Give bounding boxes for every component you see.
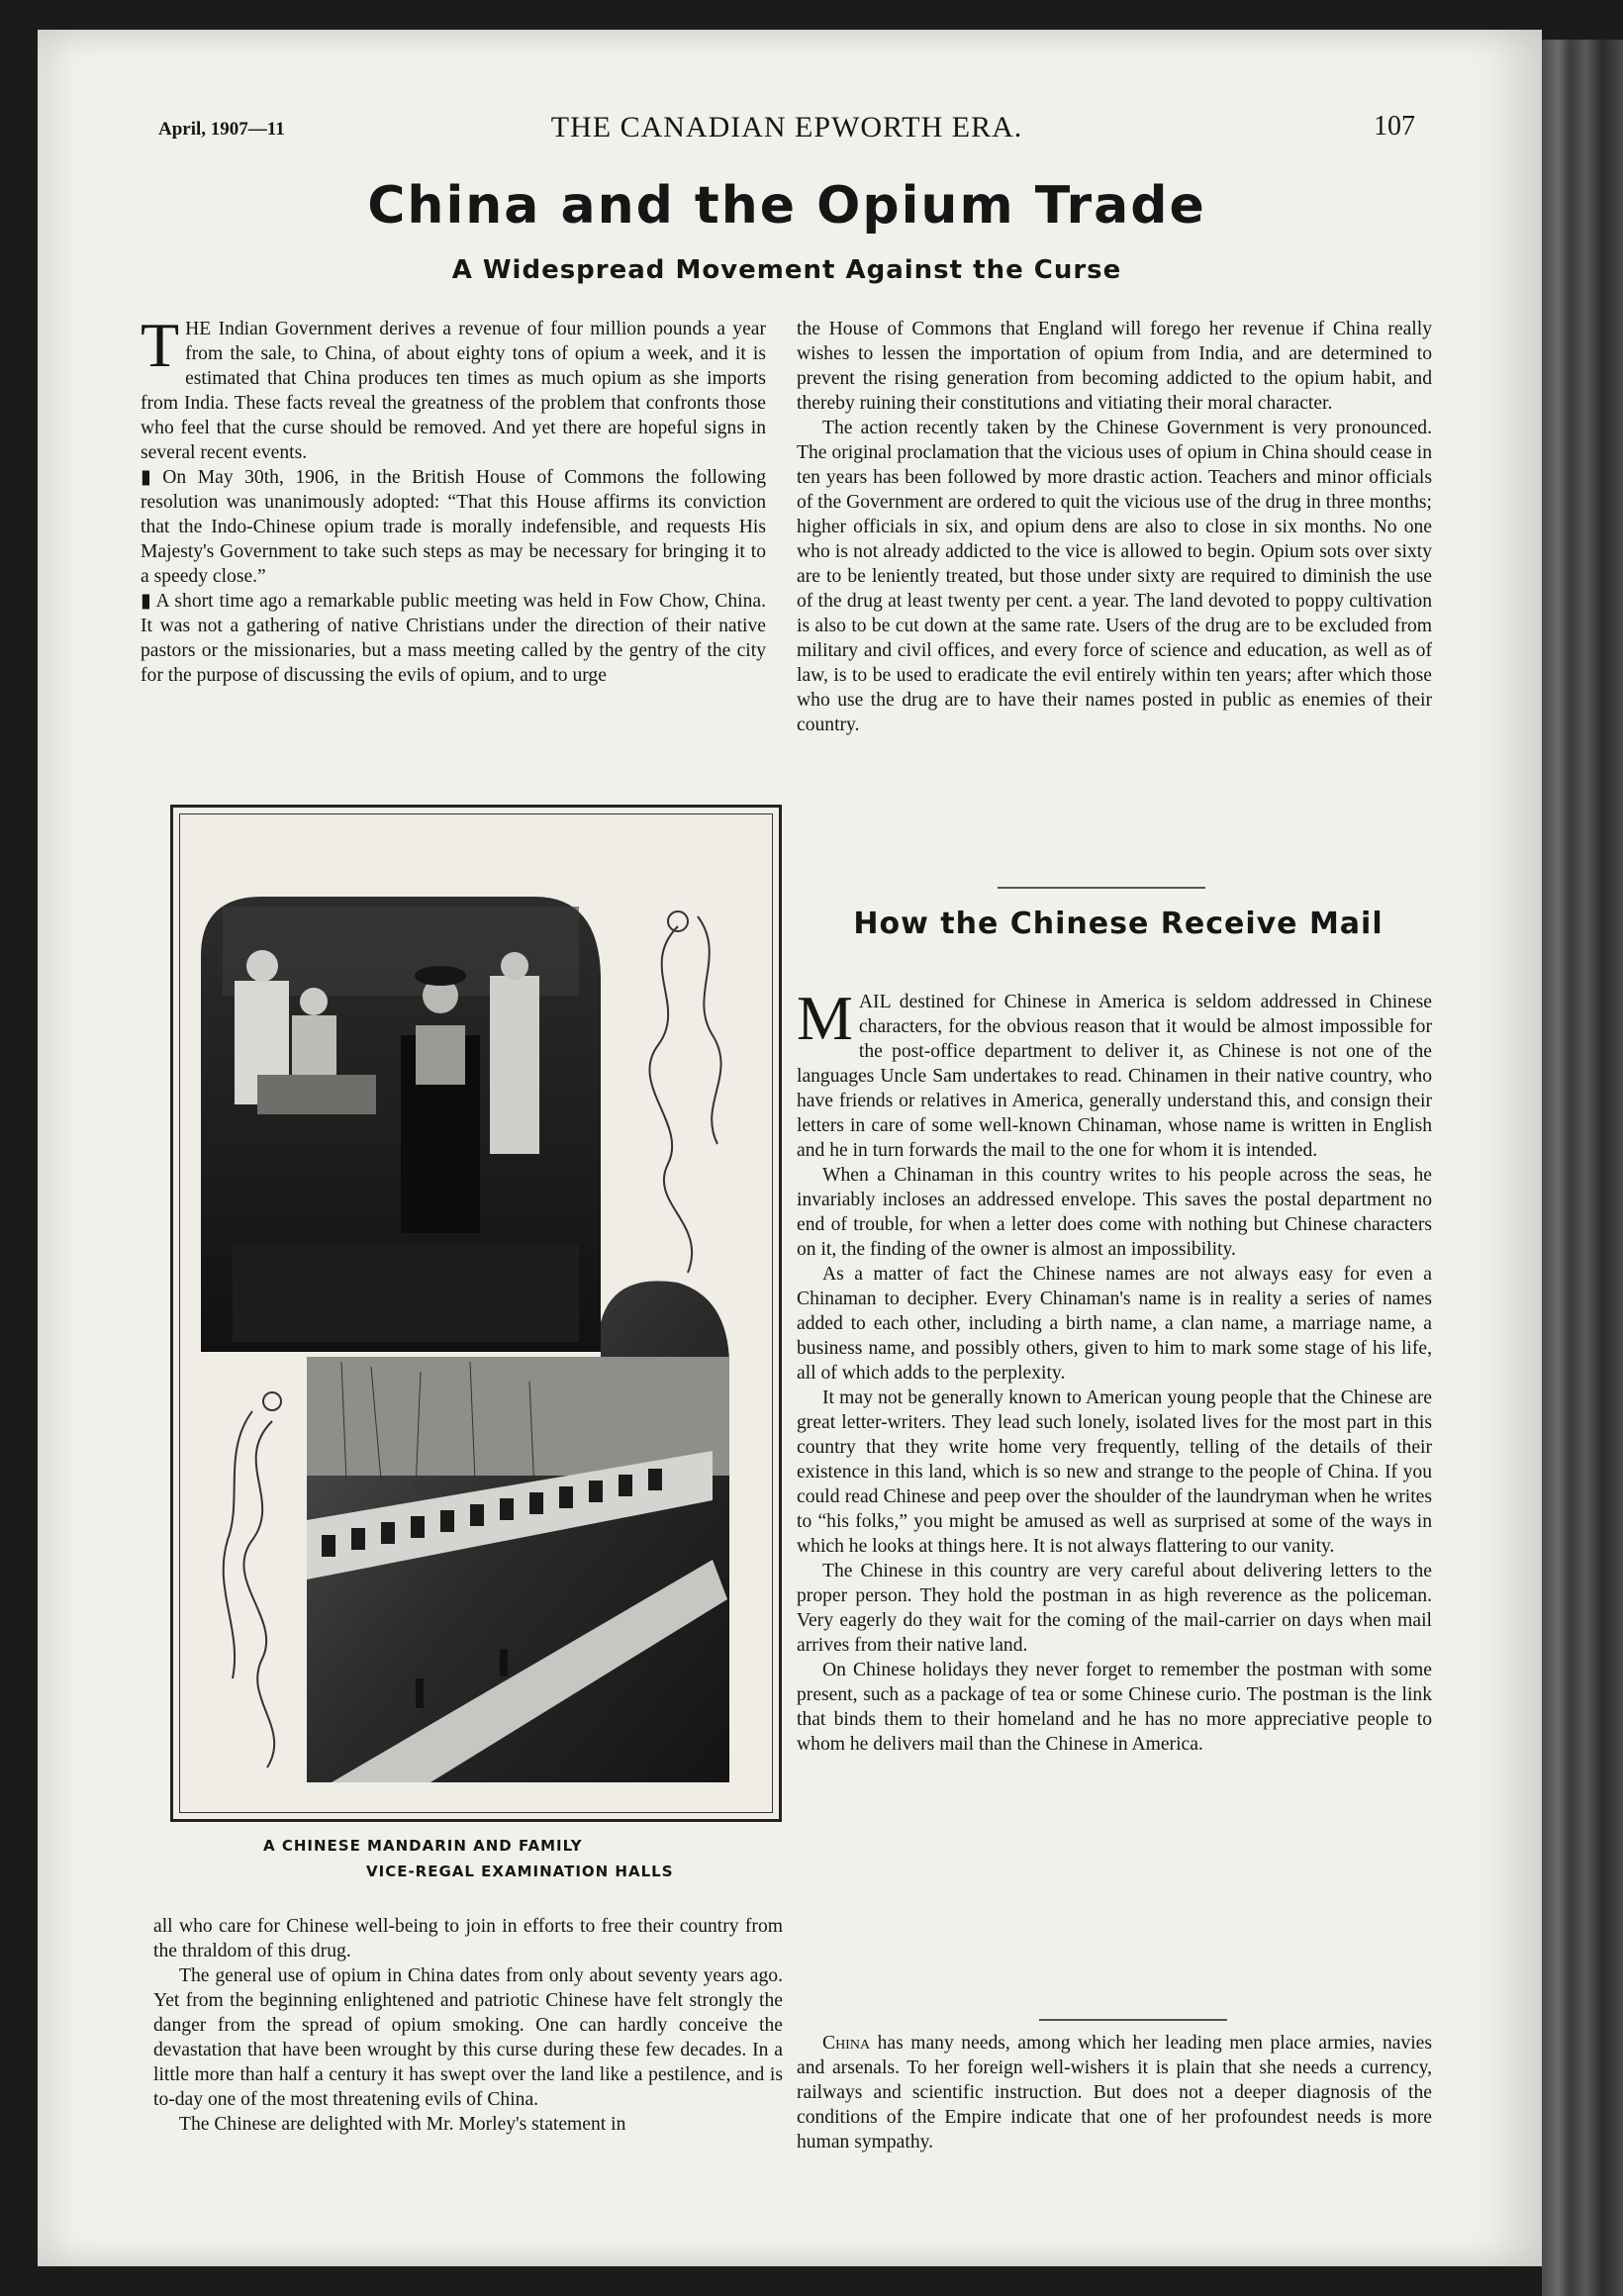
running-header — [158, 111, 1415, 150]
paragraph: The Chinese are delighted with Mr. Morley's statement in — [179, 2114, 626, 2135]
paragraph: When a Chinaman in this country writes to his people across the seas, he invariably incloses an addressed envelope. This saves the postal department no end of trouble, for when a letter does come with nothing but Chinese characters on it, the finding of the owner is almost an impossibility. — [797, 1165, 1432, 1260]
examination-halls-photo — [307, 1281, 729, 1782]
drop-cap: T — [141, 310, 180, 380]
section-divider — [1039, 2019, 1227, 2021]
column-right-top — [797, 317, 1432, 737]
column-left-bottom — [153, 1914, 783, 2137]
drop-cap: M — [797, 983, 853, 1053]
column-right-mail — [797, 983, 1432, 1757]
article-title: China and the Opium Trade — [367, 176, 1206, 236]
paragraph: On Chinese holidays they never forget to remember the postman with some present, such as a package of tea or some Chinese curio. The postman is the link that binds them to their homeland and he has no more appreciative people to whom he delivers mail than the Chinese in America. — [797, 1660, 1432, 1755]
paragraph: As a matter of fact the Chinese names are not always easy for even a Chinaman to decipher. Every Chinaman's name is in reality a series of names added to each other, including a birth name, a clan name, a marriage name, a business name, and possibly others, given to him to mark some stage of his life, all of which adds to the perplexity. — [797, 1264, 1432, 1384]
column-left-top — [141, 310, 766, 688]
figure-caption-top: A CHINESE MANDARIN AND FAMILY — [263, 1837, 583, 1855]
photo-plate-art — [173, 808, 779, 1819]
magazine-title: THE CANADIAN EPWORTH ERA. — [550, 111, 1023, 144]
paragraph: The Chinese in this country are very careful about delivering letters to the proper person. They hold the postman in as high reverence as the policeman. Very eagerly do they wait for the coming of the mail-carrier on days when mail arrives from their native land. — [797, 1561, 1432, 1656]
mandarin-family-photo — [201, 897, 601, 1352]
book-spine — [1542, 40, 1623, 2296]
section-title: How the Chinese Receive Mail — [853, 907, 1384, 941]
paragraph: ▮ A short time ago a remarkable public meeting was held in Fow Chow, China. It was not a gathering of native Christians under the direction of their native pastors or the missionaries, but a mass meeting called by the gentry of the city for the purpose of discussing the evils of opium, and to urge — [141, 591, 766, 686]
paragraph: ▮ On May 30th, 1906, in the British House of Commons the following resolution was unanimously adopted: “That this House affirms its conviction that the Indo-Chinese opium trade is morally indefensible, and requests His Majesty's Government to take such steps as may be necessary for bringing it to a speedy close.” — [141, 467, 766, 587]
figure-caption-bottom: VICE-REGAL EXAMINATION HALLS — [366, 1863, 674, 1880]
page-number: 107 — [1374, 111, 1415, 142]
paragraph: THE Indian Government derives a revenue of four million pounds a year from the sale, to China, of about eighty tons of opium a week, and it is estimated that China produces ten times as much opium as she imports from India. These facts reveal the greatness of the problem that confronts those who feel that the curse should be removed. And yet there are hopeful signs in several recent events. — [141, 310, 766, 463]
paragraph: The action recently taken by the Chinese Government is very pronounced. The original proclamation that the vicious uses of opium in China should cease in ten years has been followed by more drastic action. Teachers and minor officials of the Government are ordered to quit the vicious use of the drug in three months; higher officials in six, and opium dens are also to close in six months. No one who is not already addicted to the vice is allowed to begin. Opium sots over sixty are to be leniently treated, but those under sixty are required to diminish the use of the drug at least twenty per cent. a year. The land devoted to poppy cultivation is also to be cut down at the same rate. Users of the drug are to be excluded from military and civil offices, and every force of science and education, as well as of law, is to be used to eradicate the evil entirely within ten years; after which those who use the drug are to have their names posted in public as enemies of their country. — [797, 418, 1432, 735]
closing-paragraph — [797, 2031, 1432, 2154]
paragraph: MAIL destined for Chinese in America is seldom addressed in Chinese characters, for the obvious reason that it would be almost impossible for the post-office department to deliver it, as Chinese is not one of the languages Uncle Sam undertakes to read. Chinamen in their native country, who have friends or relatives in America, generally understand this, and consign their letters in care of some well-known Chinaman, whose name is written in English and he in turn forwards the mail to the one for whom it is intended. — [797, 983, 1432, 1161]
paragraph: It may not be generally known to American young people that the Chinese are great letter-writers. They lead such lonely, isolated lives for the most part in this country that they write home very frequently, telling of the details of their existence in this land, which is so new and strange to the people of China. If you could read Chinese and peep over the shoulder of the laundryman when he writes to “his folks,” you might be amused as well as surprised at some of the ways in which he looks at things here. It is not always flattering to our vanity. — [797, 1387, 1432, 1557]
section-divider — [998, 887, 1205, 889]
paragraph: all who care for Chinese well-being to join in efforts to free their country from the thraldom of this drug. — [153, 1916, 783, 1961]
photo-plate — [170, 805, 782, 1822]
paragraph: the House of Commons that England will forego her revenue if China really wishes to lessen the importation of opium from India, and are determined to prevent the rising generation from becoming addicted to the opium habit, and thereby ruining their constitutions and vitiating their moral character. — [797, 319, 1432, 414]
paragraph: China has many needs, among which her leading men place armies, navies and arsenals. To her foreign well-wishers it is plain that she needs a currency, railways and scientific instruction. But does not a deeper diagnosis of the conditions of the Empire indicate that one of her profoundest needs is more human sympathy. — [797, 2033, 1432, 2152]
article-subtitle: A Widespread Movement Against the Curse — [451, 255, 1122, 285]
issue-date: April, 1907—11 — [158, 119, 285, 140]
paragraph: The general use of opium in China dates from only about seventy years ago. Yet from the beginning enlightened and patriotic Chinese have felt strongly the danger from the spread of opium smoking. One can hardly conceive the devastation that have been wrought by this curse during these few decades. In a little more than half a century it has swept over the land like a pestilence, and is to-day one of the most threatening evils of China. — [153, 1965, 783, 2110]
